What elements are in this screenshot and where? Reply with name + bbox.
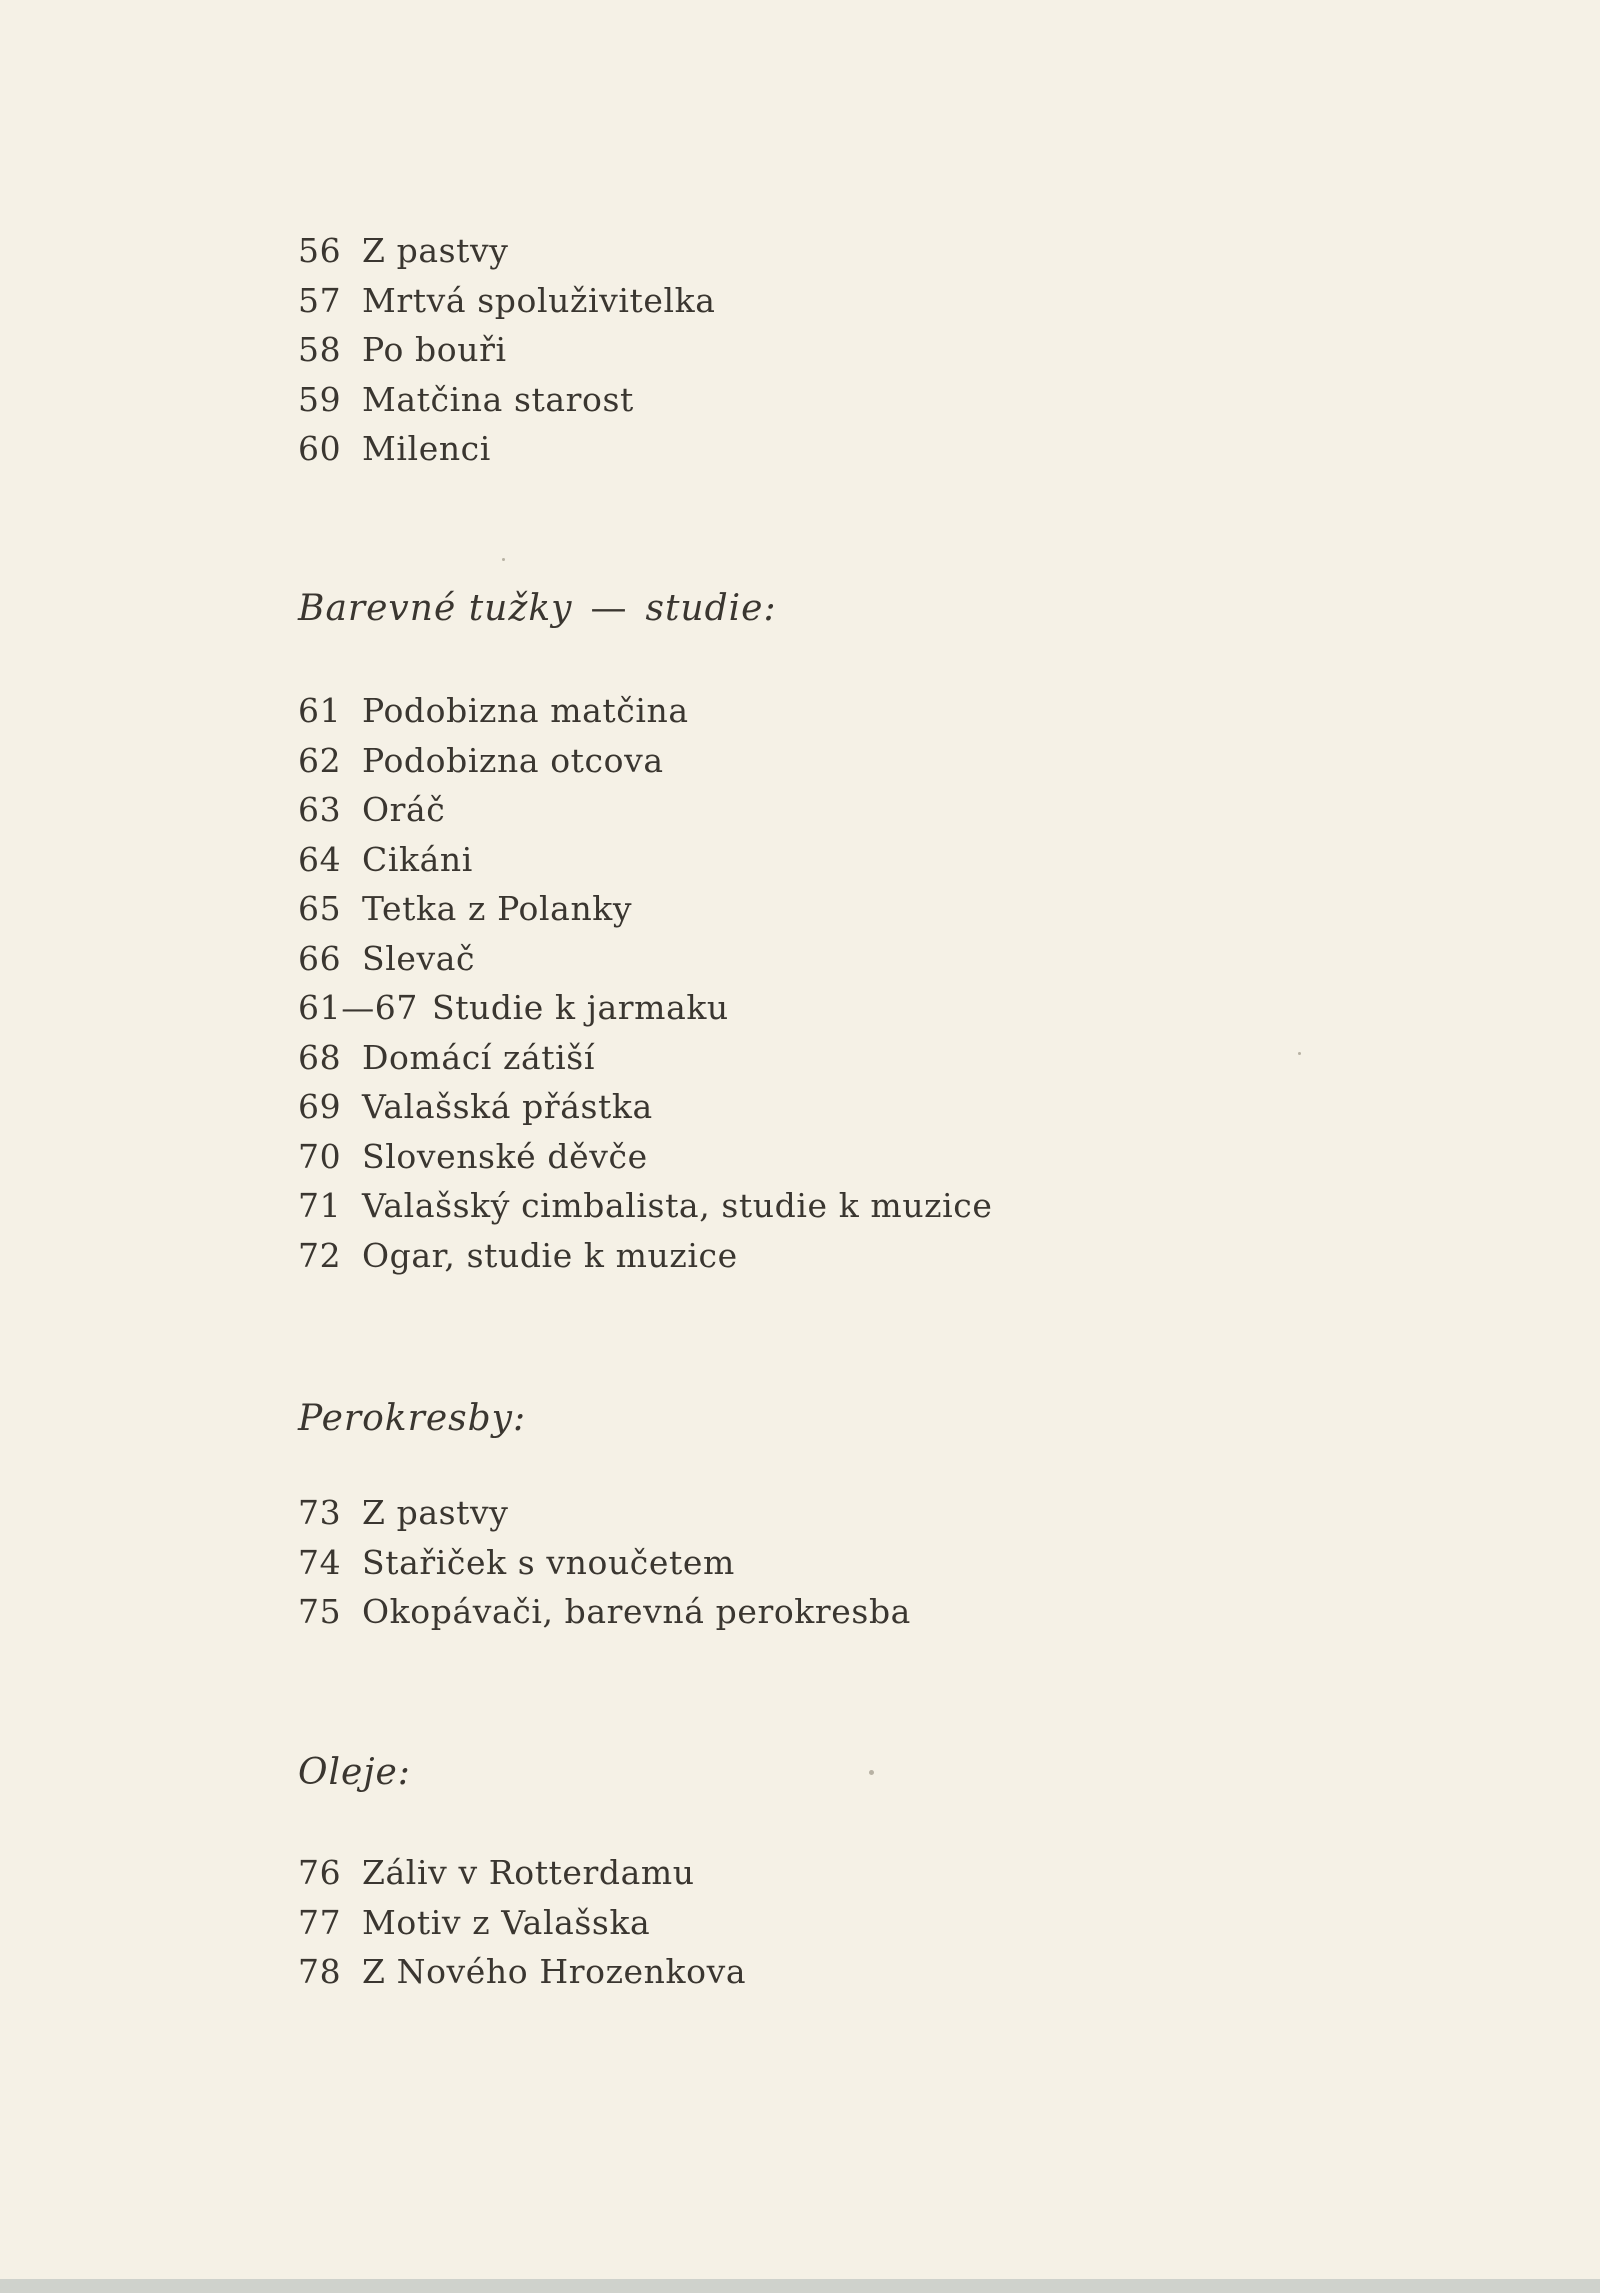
item-number: 58 — [298, 330, 342, 369]
list-item — [298, 884, 993, 934]
item-number: 71 — [298, 1186, 342, 1225]
list-section-3 — [298, 1488, 911, 1637]
list-item — [298, 1538, 911, 1588]
item-title: Z Nového Hrozenkova — [362, 1952, 747, 1991]
item-number: 72 — [298, 1235, 342, 1275]
item-title: Z pastvy — [362, 1493, 509, 1532]
item-title: Slovenské děvče — [362, 1136, 648, 1176]
item-number: 70 — [298, 1136, 342, 1176]
list-item — [298, 375, 716, 425]
paper-speck — [1298, 1052, 1301, 1055]
item-title: Motiv z Valašska — [362, 1902, 651, 1942]
item-title: Z pastvy — [362, 231, 509, 270]
list-item — [298, 1947, 746, 1997]
item-title: Slevač — [362, 938, 476, 978]
list-item — [298, 1132, 993, 1182]
item-number: 74 — [298, 1542, 342, 1582]
item-number: 61 — [298, 691, 342, 730]
item-title: Stařiček s vnoučetem — [362, 1542, 735, 1582]
list-item — [298, 1587, 911, 1637]
list-item — [298, 226, 716, 276]
item-number: 56 — [298, 231, 342, 270]
item-title: Podobizna matčina — [362, 691, 689, 730]
item-number: 65 — [298, 889, 342, 928]
list-item — [298, 1231, 993, 1281]
list-item — [298, 686, 993, 736]
paper-speck — [869, 1770, 874, 1775]
heading-right: studie: — [645, 588, 777, 629]
item-number: 68 — [298, 1037, 342, 1077]
item-number: 62 — [298, 740, 342, 780]
item-number: 73 — [298, 1493, 342, 1532]
item-title: Podobizna otcova — [362, 740, 664, 780]
list-item — [298, 1082, 993, 1132]
item-title: Matčina starost — [362, 379, 634, 419]
item-title: Valašský cimbalista, studie k muzice — [362, 1186, 993, 1225]
item-title: Studie k jarmaku — [431, 988, 729, 1027]
item-number: 66 — [298, 938, 342, 978]
item-title: Okopávači, barevná perokresba — [362, 1592, 911, 1631]
item-number: 78 — [298, 1952, 342, 1991]
heading-text: Perokresby: — [298, 1398, 527, 1439]
item-title: Tetka z Polanky — [362, 889, 633, 928]
section-heading-pen-drawings — [298, 1398, 526, 1439]
item-title: Ogar, studie k muzice — [362, 1235, 738, 1275]
item-number: 60 — [298, 429, 342, 468]
list-item — [298, 983, 993, 1033]
item-number: 61—67 — [298, 988, 418, 1027]
heading-text: Oleje: — [298, 1752, 411, 1793]
item-number: 63 — [298, 790, 342, 829]
item-title: Domácí zátiší — [362, 1037, 595, 1077]
list-item — [298, 325, 716, 375]
list-item — [298, 424, 716, 474]
item-number: 64 — [298, 839, 342, 879]
list-section-2 — [298, 686, 993, 1280]
item-title: Záliv v Rotterdamu — [362, 1853, 695, 1892]
heading-left: Barevné tužky — [298, 588, 573, 629]
item-number: 69 — [298, 1087, 342, 1126]
list-item — [298, 1181, 993, 1231]
list-section-1 — [298, 226, 716, 474]
item-title: Cikáni — [362, 839, 473, 879]
page-bottom-edge — [0, 2279, 1600, 2293]
item-title: Oráč — [362, 790, 446, 829]
heading-dash: — — [590, 588, 628, 629]
list-item — [298, 1033, 993, 1083]
list-item — [298, 1848, 746, 1898]
item-number: 57 — [298, 280, 342, 320]
item-title: Milenci — [362, 429, 491, 468]
list-item — [298, 934, 993, 984]
item-title: Mrtvá spoluživitelka — [362, 280, 716, 320]
paper-speck — [502, 558, 505, 561]
list-item — [298, 785, 993, 835]
item-number: 75 — [298, 1592, 342, 1631]
list-item — [298, 1898, 746, 1948]
list-item — [298, 1488, 911, 1538]
list-section-4 — [298, 1848, 746, 1997]
list-item — [298, 276, 716, 326]
section-heading-oils — [298, 1752, 411, 1793]
item-number: 76 — [298, 1853, 342, 1892]
list-item — [298, 835, 993, 885]
item-title: Po bouři — [362, 330, 507, 369]
list-item — [298, 736, 993, 786]
item-number: 77 — [298, 1902, 342, 1942]
section-heading-colored-pencils — [298, 588, 777, 629]
item-title: Valašská přástka — [362, 1087, 653, 1126]
item-number: 59 — [298, 379, 342, 419]
